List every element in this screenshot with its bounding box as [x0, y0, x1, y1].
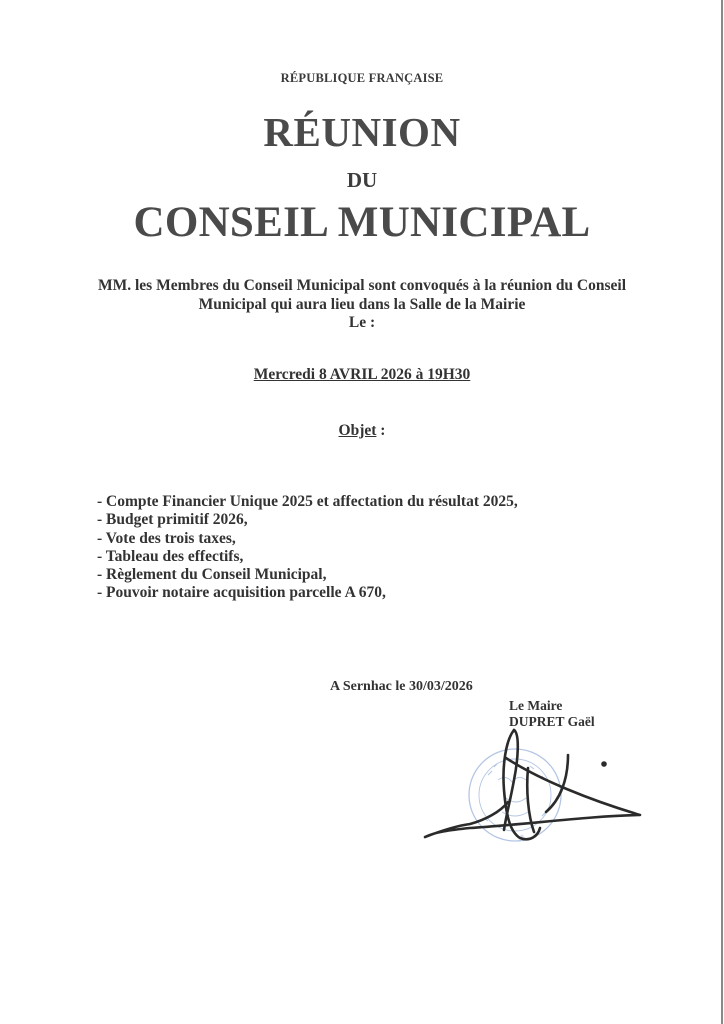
svg-text:*: *	[520, 833, 524, 842]
meeting-date: Mercredi 8 AVRIL 2026 à 19H30	[253, 366, 471, 383]
agenda-item: - Budget primitif 2026,	[97, 511, 248, 529]
signature-and-stamp	[410, 720, 660, 860]
agenda-list	[97, 493, 518, 603]
title-du: DU	[346, 168, 378, 192]
mayor-title: Le Maire	[509, 698, 563, 713]
title-conseil-municipal: CONSEIL MUNICIPAL	[133, 199, 591, 246]
agenda-item: - Tableau des effectifs,	[97, 547, 244, 565]
mayor-name: DUPRET Gaël	[509, 714, 595, 729]
convocation-text	[0, 277, 724, 333]
place-and-date: A Sernhac le 30/03/2026	[330, 679, 473, 694]
agenda-item: - Vote des trois taxes,	[97, 529, 236, 547]
agenda-item: - Règlement du Conseil Municipal,	[97, 566, 327, 584]
title-reunion: RÉUNION	[263, 109, 461, 155]
agenda-item: - Pouvoir notaire acquisition parcelle A 670,	[97, 584, 386, 602]
convocation-line-1: MM. les Membres du Conseil Municipal sont convoqués à la réunion du Conseil	[97, 277, 627, 294]
convocation-line-2: Municipal qui aura lieu dans la Salle de la Mairie	[198, 295, 526, 313]
objet-heading	[0, 422, 724, 440]
objet-colon: :	[376, 422, 386, 439]
republic-heading: RÉPUBLIQUE FRANÇAISE	[280, 71, 444, 85]
agenda-item: - Compte Financier Unique 2025 et affectation du résultat 2025,	[97, 493, 518, 510]
objet-label: Objet	[338, 422, 377, 439]
convocation-line-3: Le :	[348, 314, 376, 331]
mayor-signature	[425, 730, 640, 839]
